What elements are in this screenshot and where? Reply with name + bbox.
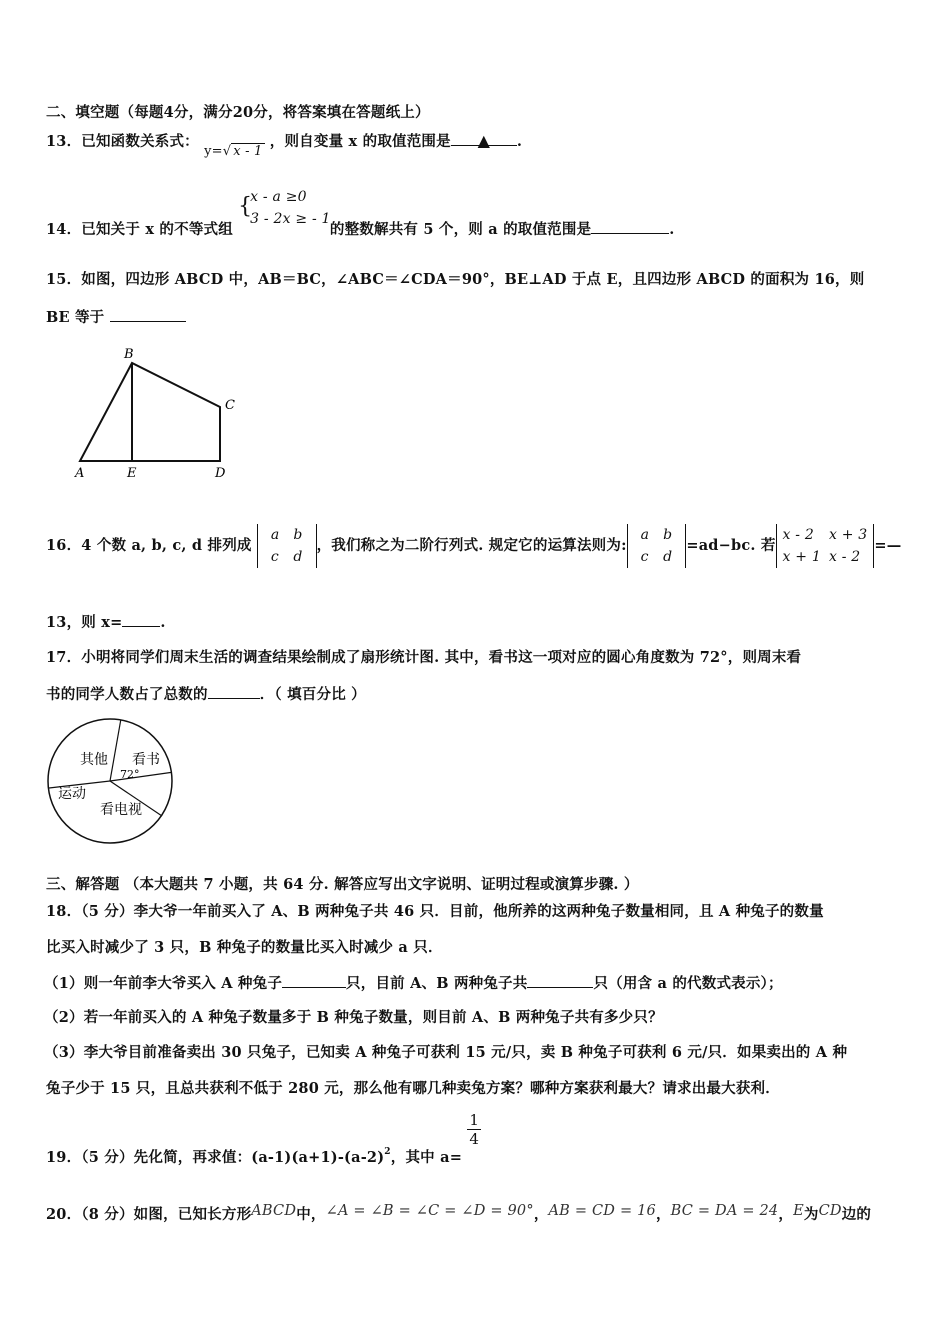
m3-c: x + 1 (782, 549, 821, 565)
q20-t2: ， (533, 1206, 549, 1223)
q17-answer-blank (208, 684, 260, 699)
q14-end: . (669, 221, 675, 238)
q20-e: E (793, 1203, 804, 1219)
q18-blank-1 (282, 973, 346, 988)
question-18-line1: 18．（5 分）李大爷一年前买入了 A、B 两种兔子共 46 只．目前，他所养的这两种兔子数量相同，且 A 种兔子的数量 (46, 903, 824, 920)
question-17-line1: 17．小明将同学们周末生活的调查结果绘制成了扇形统计图. 其中，看书这一项对应的圆心角度数为 72°，则周末看 (46, 649, 802, 666)
question-18-part1 (44, 973, 783, 994)
q16-rule: =ad−bc. 若 (686, 537, 776, 554)
section-3-title: 三、解答题 （本大题共 7 小题，共 64 分. 解答应写出文字说明、证明过程或演算步骤. ） (46, 876, 639, 893)
q13-end: . (516, 133, 523, 150)
q14-inequality-system (238, 186, 330, 230)
q13-prefix: 13．已知函数关系式： (46, 133, 199, 150)
q20-sides2: BC = DA = 24 (670, 1203, 779, 1219)
q17-line2-end: ．（ 填百分比 ） (259, 686, 366, 703)
q18-p1c: 只（用含 a 的代数式表示）； (593, 975, 783, 992)
question-19 (46, 1111, 481, 1166)
question-18-part3-line1: （3）李大爷目前准备卖出 30 只兔子，已知卖 A 种兔子可获利 15 元/只，卖 B 种兔子可获利 6 元/只．如果卖出的 A 种 (44, 1044, 848, 1061)
m1-d: d (293, 549, 303, 565)
q20-t1: 中， (296, 1206, 326, 1223)
m2-b: b (663, 527, 673, 543)
question-16-line2 (46, 612, 166, 633)
question-13 (46, 131, 523, 159)
q18-blank-2 (527, 973, 593, 988)
q16-line2-text: 13，则 x= (46, 614, 123, 631)
q16-determinant-3 (776, 524, 875, 568)
q17-line2-text: 书的同学人数占了总数的 (46, 686, 208, 703)
q16-end: . (160, 614, 166, 631)
q14-suffix: 的整数解共有 5 个，则 a 的取值范围是 (329, 221, 592, 238)
q19-middle: ，其中 a= (390, 1148, 463, 1166)
q14-ineq2: 3 - 2x ≥ - 1 (250, 211, 331, 227)
q20-rect: ABCD (251, 1203, 297, 1219)
question-18-line2: 比买入时减少了 3 只，B 种兔子的数量比买入时减少 a 只． (46, 939, 443, 956)
question-17-line2 (46, 684, 366, 705)
label-d: D (215, 466, 226, 481)
pie-label-reading: 看书 (132, 752, 160, 768)
q19-numerator: 1 (469, 1111, 480, 1129)
m2-d: d (663, 549, 673, 565)
q14-answer-blank (591, 219, 669, 234)
q13-radicand: x - 1 (233, 144, 263, 159)
q14-prefix: 14．已知关于 x 的不等式组 (46, 221, 233, 238)
q18-p1a: （1）则一年前李大爷买入 A 种兔子 (44, 975, 283, 992)
q14-ineq1: x - a ≥0 (250, 189, 307, 205)
m1-a: a (270, 527, 280, 543)
q20-t3: ， (655, 1206, 671, 1223)
question-15-line2 (46, 307, 186, 328)
label-c: C (225, 398, 235, 413)
pie-label-sports: 运动 (58, 786, 86, 802)
question-18-part3-line2: 兔子少于 15 只，且总共获利不低于 280 元，那么他有哪几种卖兔方案？哪种方案获利最大？请求出最大获利． (46, 1080, 780, 1097)
q13-formula: y=√ x - 1 (204, 144, 263, 159)
label-e: E (127, 466, 137, 481)
q15-answer-blank (110, 307, 186, 322)
q20-t4: ， (778, 1206, 794, 1223)
question-20 (46, 1205, 871, 1225)
q19-denominator: 4 (469, 1130, 480, 1148)
q13-suffix: ，则自变量 x 的取值范围是 (269, 133, 451, 150)
q16-middle: ，我们称之为二阶行列式. 规定它的运算法则为: (316, 537, 627, 554)
label-b: B (124, 347, 134, 362)
m1-c: c (270, 549, 279, 565)
m3-a: x - 2 (782, 527, 814, 543)
pie-chart (44, 718, 178, 848)
q16-prefix: 16．4 个数 a, b, c, d 排列成 (46, 537, 252, 554)
q18-p1b: 只，目前 A、B 两种兔子共 (346, 975, 528, 992)
figure-15-quadrilateral (70, 343, 250, 483)
m3-b: x + 3 (828, 527, 868, 543)
q13-triangle-icon: ▲ (477, 131, 491, 150)
question-16 (46, 524, 901, 568)
q16-eq: =— (874, 537, 902, 554)
m2-c: c (640, 549, 649, 565)
m1-b: b (293, 527, 303, 543)
label-a: A (75, 466, 85, 481)
q14-brace-icon: { (238, 194, 253, 219)
q13-formula-lhs: y= (204, 144, 223, 159)
question-14 (46, 186, 675, 238)
quadrilateral-abcd (80, 363, 220, 461)
q15-line2-text: BE 等于 (46, 309, 105, 326)
q20-t5: 为 (803, 1206, 819, 1223)
pie-label-other: 其他 (80, 752, 108, 768)
question-15-line1: 15．如图，四边形 ABCD 中，AB＝BC，∠ABC＝∠CDA＝90°，BE⊥AD 于点 E，且四边形 ABCD 的面积为 16，则 (46, 271, 865, 288)
q20-prefix: 20．（8 分）如图，已知长方形 (46, 1206, 252, 1223)
q20-cd: CD (818, 1203, 842, 1219)
question-18-part2: （2）若一年前买入的 A 种兔子数量多于 B 种兔子数量，则目前 A、B 两种兔子共有多少只？ (44, 1009, 663, 1026)
q19-sup: 2 (384, 1146, 391, 1157)
q20-sides1: AB = CD = 16 (548, 1203, 656, 1219)
m3-d: x - 2 (828, 549, 861, 565)
q20-t6: 边的 (841, 1206, 872, 1223)
q20-angles: ∠A = ∠B = ∠C = ∠D = 90° (325, 1203, 534, 1219)
q16-determinant-1 (257, 524, 317, 568)
q13-answer-blank (451, 131, 517, 150)
q16-answer-blank (122, 612, 160, 627)
m2-a: a (640, 527, 650, 543)
section-2-title: 二、填空题（每题4分，满分20分，将答案填在答题纸上） (46, 104, 430, 121)
q19-prefix: 19．（5 分）先化简，再求值：(a-1)(a+1)-(a-2) (46, 1148, 385, 1166)
q16-determinant-2 (627, 524, 687, 568)
pie-angle-label: 72° (120, 768, 140, 781)
q19-fraction (467, 1111, 481, 1148)
pie-label-tv: 看电视 (100, 802, 142, 818)
